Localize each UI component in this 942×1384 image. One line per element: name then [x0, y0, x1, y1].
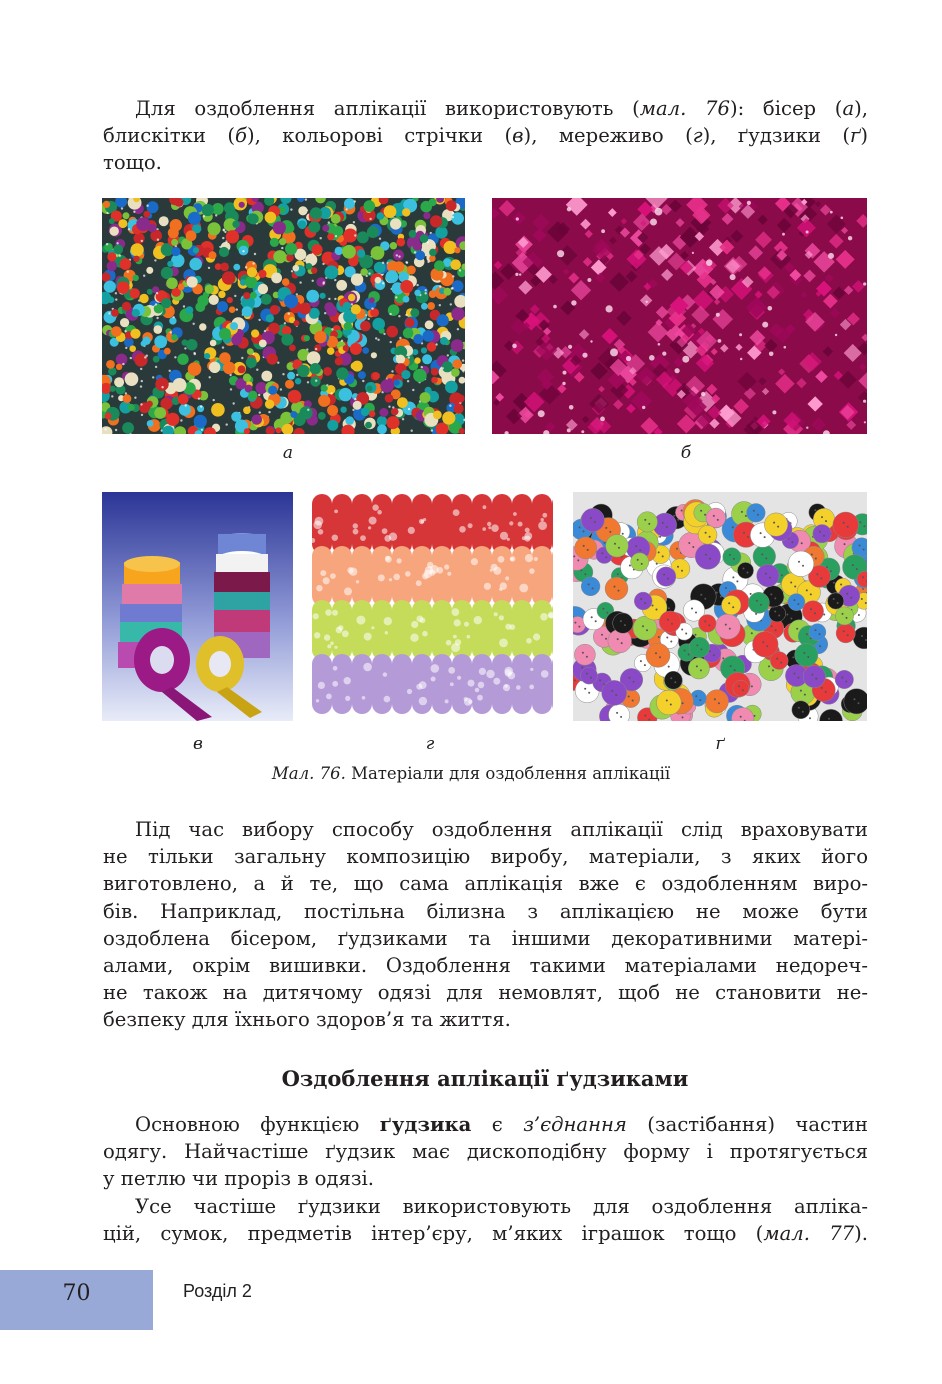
- use-line-1: Усе частіше ґудзики використовують для оздоблення апліка-: [135, 1195, 868, 1218]
- intro-line-1: Для оздоблення аплікації використовують (мал. 76): бісер (а),: [135, 97, 868, 120]
- body-line: безпеку для їхнього здоров’я та життя.: [103, 1008, 511, 1032]
- photo-glitter: [492, 198, 867, 434]
- intro-paragraph: [103, 95, 868, 177]
- beads-image: [102, 198, 465, 434]
- use-paragraph: [103, 1193, 868, 1247]
- buttons-image: [573, 492, 867, 721]
- body-line: не тільки загальну композицію виробу, матеріали, з яких його: [103, 845, 868, 869]
- body-line: алами, окрім вишивки. Оздоблення такими матеріалами недореч-: [103, 954, 868, 978]
- body-line: оздоблена бісером, ґудзиками та іншими декоративними матері-: [103, 926, 868, 950]
- figure-caption-text: Матеріали для оздоблення аплікації: [351, 764, 671, 783]
- figure-label-a: а: [282, 443, 294, 463]
- body-line: не також на дитячому одязі для немовлят, щоб не становити не-: [103, 981, 868, 1005]
- button-line-2: одягу. Найчастіше ґудзик має дископодібну форму і протягується: [103, 1140, 868, 1164]
- button-paragraph: [103, 1111, 868, 1193]
- figure-label-b: б: [680, 443, 692, 463]
- button-line-3: у петлю чи проріз в одязі.: [103, 1167, 375, 1191]
- glitter-image: [492, 198, 867, 434]
- intro-line-3: тощо.: [103, 151, 162, 175]
- photo-buttons: [573, 492, 867, 721]
- body-line: бів. Наприклад, постільна білизна з аплікацією не може бути: [103, 899, 868, 923]
- photo-ribbons: [102, 492, 293, 721]
- ribbons-image: [102, 492, 293, 721]
- body-paragraph: [103, 816, 868, 1034]
- lace-image: [312, 492, 553, 721]
- figure-label-v: в: [193, 734, 203, 754]
- body-line: Під час вибору способу оздоблення аплікації слід враховувати: [135, 818, 868, 841]
- photo-beads: [102, 198, 465, 434]
- button-line-1: Основною функцією ґудзика є з’єднання (застібання) частин: [135, 1113, 868, 1136]
- use-line-2: цій, сумок, предметів інтер’єру, м’яких іграшок тощо (мал. 77).: [103, 1222, 868, 1246]
- intro-line-2: блискітки (б), кольорові стрічки (в), мереживо (г), ґудзики (ґ): [103, 124, 869, 148]
- section-heading: Оздоблення аплікації ґудзиками: [281, 1066, 689, 1091]
- figure-label-g: ґ: [715, 734, 725, 754]
- figure-caption: [0, 764, 942, 783]
- section-label: Розділ 2: [183, 1281, 252, 1301]
- figure-caption-ref: Мал. 76.: [271, 764, 346, 783]
- photo-lace: [312, 492, 553, 721]
- body-line: виготовлено, а й те, що сама аплікація вже є оздобленням виро-: [103, 872, 868, 896]
- figure-label-h: г: [425, 734, 435, 754]
- page-number: 70: [62, 1281, 91, 1306]
